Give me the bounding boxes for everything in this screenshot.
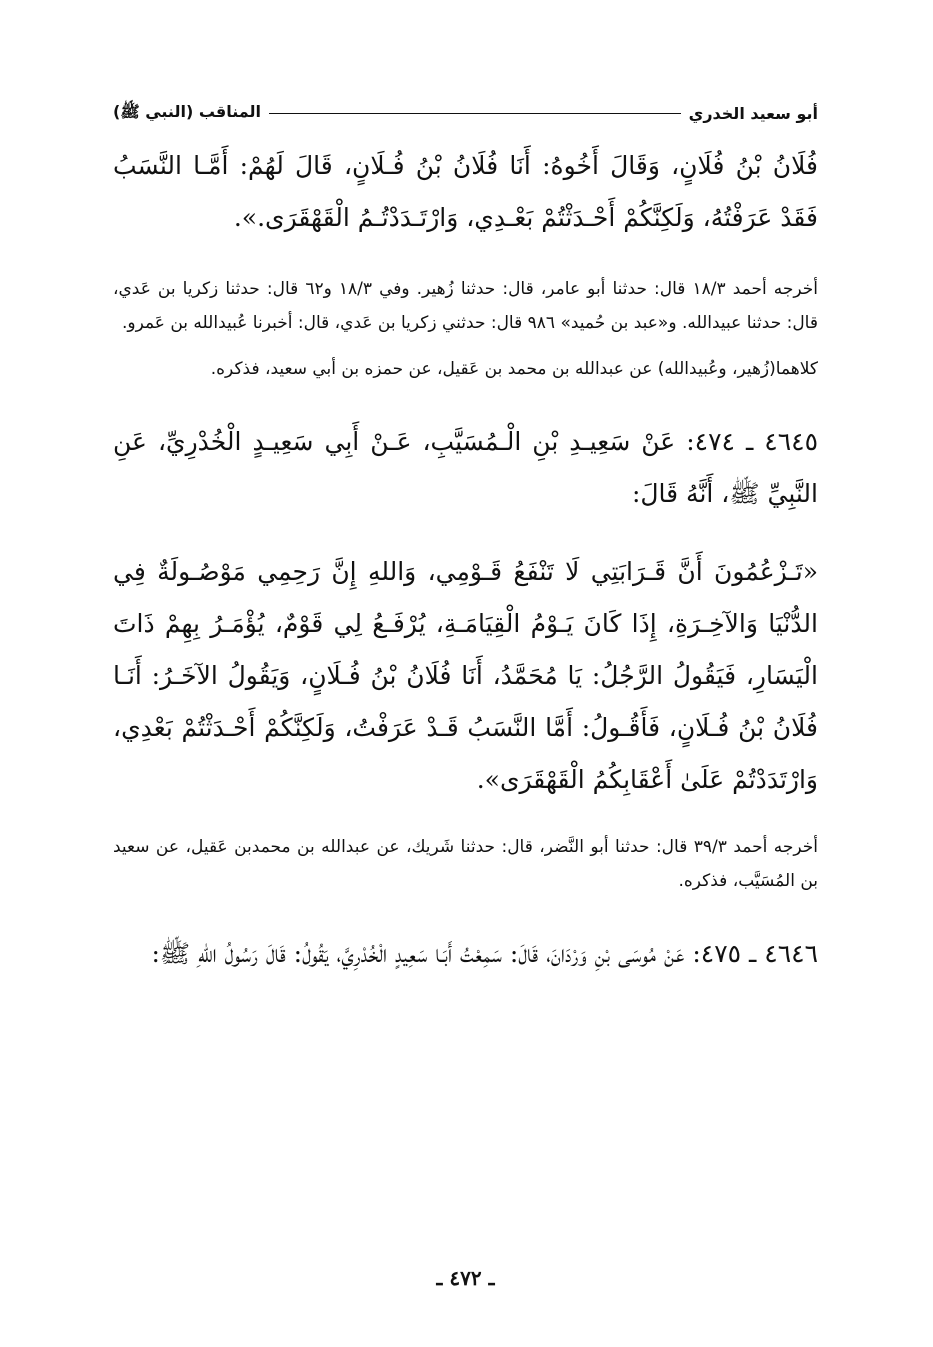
hadith-4645-heading: ٤٦٤٥ ـ ٤٧٤: عَنْ سَعِيـدِ بْنِ الْـمُسَيَّبِ، عَـنْ أَبِي سَعِيـدٍ الْخُدْرِيِّ، عَنِ النَّبِيِّ ﷺ، أَنَّهُ قَالَ: xyxy=(113,427,818,508)
hadith-4646-heading: ٤٦٤٦ ـ ٤٧٥: عَنْ مُوسَى بْنِ وَرْدَانَ، قَالَ: سَمِعْتُ أَبَـا سَعِيدٍ الْخُدْرِيَّ، يَقُولُ: قَالَ رَسُولُ اللهِ ﷺ: xyxy=(151,939,818,968)
hadith-text-continued: فُلَانُ بْنُ فُلَانٍ، وَقَالَ أَخُوهُ: أَنَا فُلَانُ بْنُ فُـلَانٍ، قَالَ لَهُمْ: أَمَّـا النَّسَبُ فَقَدْ عَرَفْتُهُ، وَلَكِنَّكُمْ أَحْـدَثْتُمْ بَعْـدِي، وَارْتَـدَدْتُـمُ الْقَهْقَرَى.». xyxy=(113,151,818,232)
takhrij-paragraph: أخرجه أحمد ٣/‏١٨ قال: حدثنا أبو عامر، قال: حدثنا زُهير. وفي ٣/‏١٨ و٦٢ قال: حدثنا زكريا بن عَدي، قال: حدثنا عبيدالله. و«عبد بن حُميد» ٩٨٦ قال: حدثني زكريا بن عَدي، قال: أخبرنا عُبيدالله بن عَمرو. xyxy=(113,279,818,333)
header-section-title: المناقب (النبي ﷺ) xyxy=(113,101,262,121)
hadith-4645-matn: «تَـزْعُمُونَ أَنَّ قَـرَابَتِي لَا تَنْفَعُ قَـوْمِي، وَاللهِ إِنَّ رَحِمِي مَوْصُـولَةٌ فِي الدُّنْيَا وَالآخِـرَةِ، إِذَا كَانَ يَـوْمُ الْقِيَامَـةِ، يُرْفَـعُ لِي قَوْمٌ، يُؤْمَـرُ بِهِمْ ذَاتَ الْيَسَارِ، فَيَقُولُ الرَّجُلُ: يَا مُحَمَّدُ، أَنَا فُلَانُ بْنُ فُـلَانٍ، وَيَقُولُ الآخَـرُ: أَنَـا فُلَانُ بْنُ فُـلَانٍ، فَأَقُـولُ: أَمَّا النَّسَبُ قَـدْ عَرَفْتُ، وَلَكِنَّكُمْ أَحْـدَثْتُمْ بَعْدِي، وَارْتَدَدْتُمْ عَلَىٰ أَعْقَابِكُمُ الْقَهْقَرَى». xyxy=(113,557,819,794)
running-header xyxy=(113,96,818,130)
takhrij-paragraph-4645: أخرجه أحمد ٣/‏٣٩ قال: حدثنا أبو النَّضر، قال: حدثنا شَريك، عن عبدالله بن محمدبن عَقيل، عن سعيد بن المُسَيَّب، فذكره. xyxy=(113,837,818,891)
header-chapter-title: أبو سعيد الخدري xyxy=(688,103,818,123)
header-rule xyxy=(269,113,681,114)
book-page xyxy=(113,96,818,1296)
page-number: ـ ٤٧٢ ـ xyxy=(436,1266,495,1290)
isnad-note: كلاهما(زُهير، وعُبيدالله) عن عبدالله بن محمد بن عَقيل، عن حمزه بن أبي سعيد، فذكره. xyxy=(210,359,818,379)
